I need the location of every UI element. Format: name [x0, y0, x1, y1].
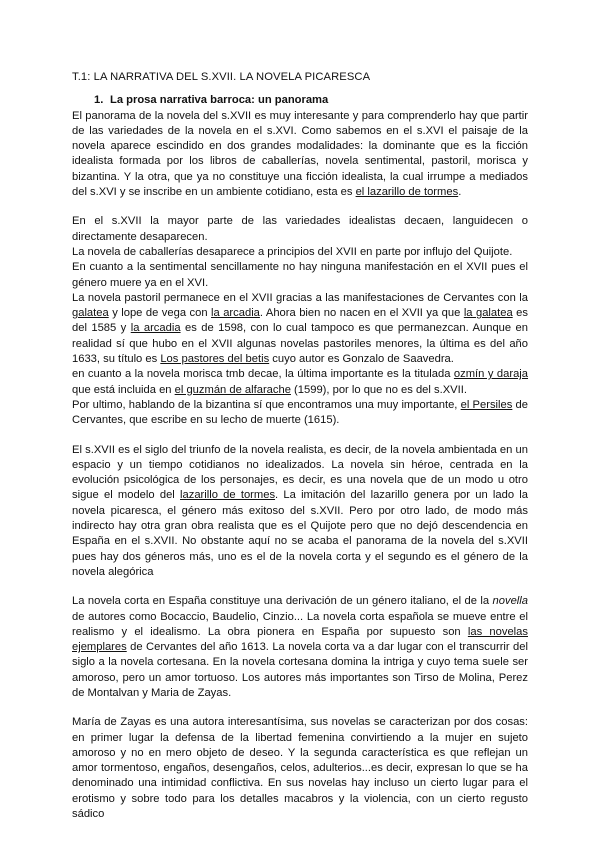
document-body	[72, 70, 528, 822]
paragraph-intro: El panorama de la novela del s.XVII es muy interesante y para comprenderlo hay que partir de las variedades de la novela en el s.XVI. Como sabemos en el s.XVI el paisaje de la novela aparece escindido en dos grandes modalidades: la dominante que es la ficción idealista formada por los libros de caballerías, novela sentimental, pastoril, morisca y bizantina. Y la otra, que ya no constituye una ficción idealista, la cual irrumpe a mediados del s.XVI y se inscribe en un ambiente cotidiano, esta es el lazarillo de tormes.	[72, 109, 528, 199]
paragraph-sentimental: En cuanto a la sentimental sencillamente no hay ninguna manifestación en el XVII pues el género muere ya en el XVI.	[72, 261, 528, 289]
work-title-galatea-2: la galatea	[463, 307, 513, 320]
work-title-pastores-betis: Los pastores del betis	[160, 353, 270, 366]
work-title-guzman: el guzmán de alfarache	[174, 383, 291, 396]
work-title-arcadia: la arcadia	[211, 307, 260, 320]
paragraph-novela-corta: La novela corta en España constituye una derivación de un género italiano, el de la novella de autores como Bocaccio, Baudelio, Cinzio... La novela corta española se mueve entre el realismo y el idealismo. La obra pionera en España por supuesto son las novelas ejemplares de Cervantes del año 1613. La novela corta va a dar lugar con el transcurrir del siglo a la novela cortesana. En la novela cortesana domina la intriga y cuyo tema suele ser amoroso, pero un amor tortuoso. Los autores más importantes son Tirso de Molina, Perez de Montalvan y Maria de Zayas.	[72, 595, 528, 699]
paragraph-pastoril: La novela pastoril permanece en el XVII gracias a las manifestaciones de Cervantes con la galatea y lope de vega con la arcadia. Ahora bien no nacen en el XVII ya que la galatea es del 1585 y la arcadia es de 1598, con lo cual tampoco es que permanezcan. Aunque en realidad sí que hubo en el XVII algunas novelas pastoriles menores, la última es del año 1633, su título es Los pastores del betis cuyo autor es Gonzalo de Saavedra.	[72, 291, 528, 366]
document-title: T.1: LA NARRATIVA DEL S.XVII. LA NOVELA PICARESCA	[72, 71, 371, 83]
term-novella: novella	[492, 595, 528, 608]
section-number: 1.	[94, 94, 104, 107]
paragraph-bizantina: Por ultimo, hablando de la bizantina sí que encontramos una muy importante, el Persiles de Cervantes, que escribe en su lecho de muerte (1615).	[72, 398, 528, 427]
work-title-arcadia-2: la arcadia	[130, 322, 181, 335]
work-title-lazarillo: el lazarillo de tormes	[355, 186, 459, 199]
paragraph-idealist-decline: En el s.XVII la mayor parte de las variedades idealistas decaen, languidecen o directamente desaparecen.	[72, 215, 528, 243]
paragraph-maria-de-zayas: María de Zayas es una autora interesantísima, sus novelas se caracterizan por dos cosas: en primer lugar la defensa de la libertad femenina convirtiendo a la mujer en sujeto amoroso y no en mero objeto de deseo. Y la segunda característica es que reflejan un amor tormentoso, engaños, desengaños, celos, adulterios...es decir, expresan lo que se ha denominado una intimidad conflictiva. En sus novelas hay incluso un cierto lugar para el erotismo y sobre todo para los detalles macabros y la violencia, con un cierto regusto sádico	[72, 716, 528, 821]
work-title-lazarillo-2: lazarillo de tormes	[180, 489, 276, 502]
work-title-novelas-ejemplares: las novelas ejemplares	[72, 625, 528, 654]
section-heading	[72, 93, 528, 108]
work-title-galatea: galatea	[72, 307, 109, 320]
section-heading-text: La prosa narrativa barroca: un panorama	[110, 94, 329, 107]
work-title-persiles: el Persiles	[460, 398, 513, 411]
paragraph-caballerias: La novela de caballerías desaparece a principios del XVII en parte por influjo del Quijote.	[72, 245, 513, 258]
work-title-ozmin-daraja: ozmín y daraja	[453, 368, 529, 381]
paragraph-morisca: en cuanto a la novela morisca tmb decae, la última importante es la titulada ozmín y daraja que está incluida en el guzmán de alfarache (1599), por lo que no es del s.XVII.	[72, 368, 529, 396]
paragraph-realism: El s.XVII es el siglo del triunfo de la novela realista, es decir, de la novela ambientada en un espacio y un tiempo cotidianos no idealizados. La novela sin héroe, centrada en la evolución psicológica de los personajes, es decir, es una novela que de un modo u otro sigue el modelo del lazarillo de tormes. La imitación del lazarillo genera por un lado la novela picaresca, el género más exitoso del s.XVII. Pero por otro lado, de modo más indirecto hay otra gran obra realista que es el Quijote pero que no dejó descendencia en España en el s.XVII. No obstante aquí no se acaba el panorama de la novela del s.XVII pues hay dos géneros más, uno es el de la novela corta y el segundo es el género de la novela alegórica	[72, 443, 528, 578]
